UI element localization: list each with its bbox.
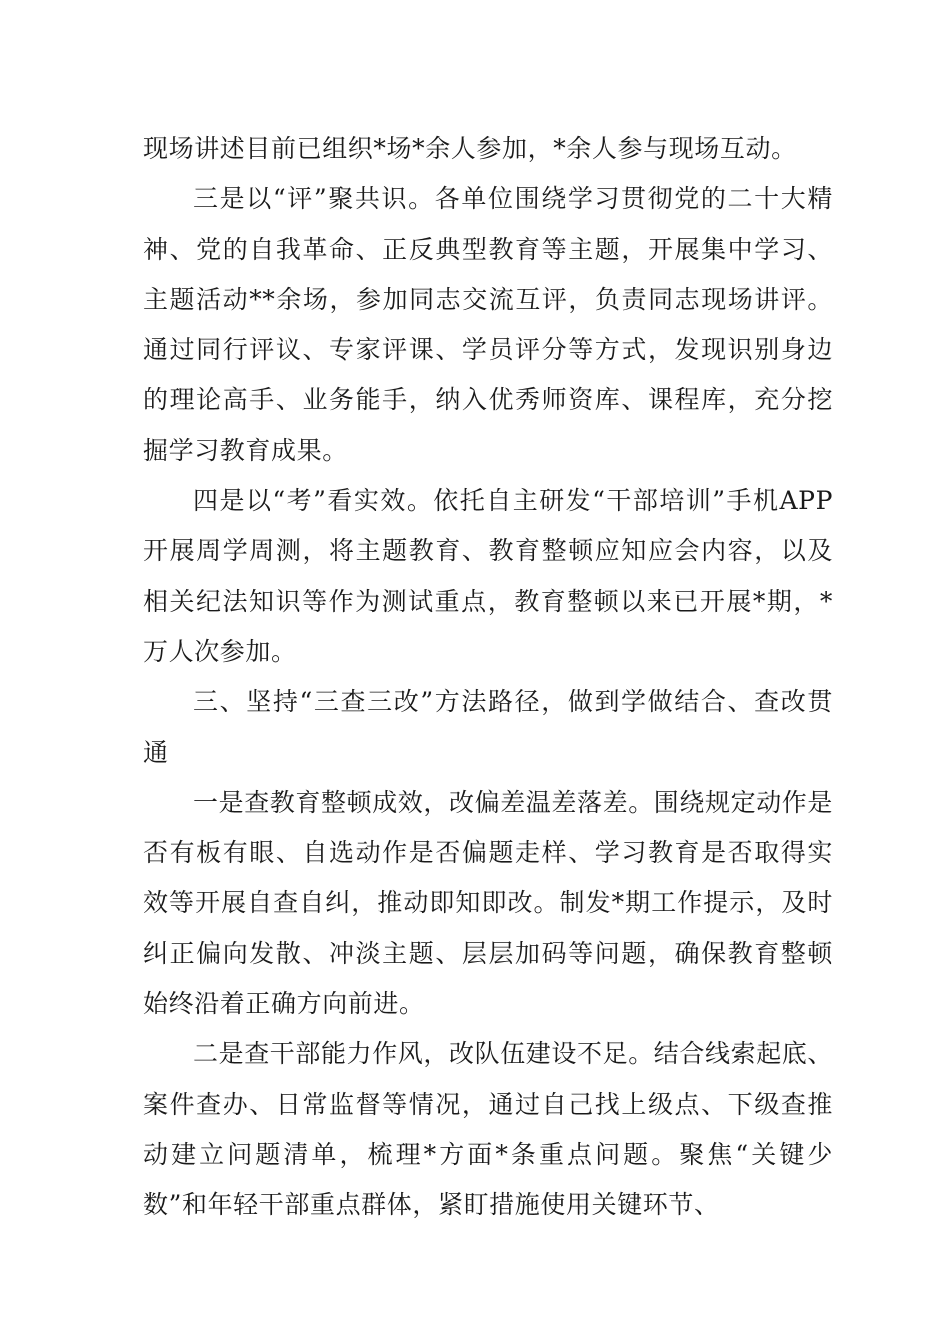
paragraph-continuation: 现场讲述目前已组织*场*余人参加，*余人参与现场互动。: [143, 134, 797, 163]
section-heading-three: 三、坚持“三查三改”方法路径，做到学做结合、查改贯通: [143, 687, 833, 767]
paragraph-examine: 四是以“考”看实效。依托自主研发“干部培训”手机APP开展周学周测，将主题教育、教育整顿应知应会内容，以及相关纪法知识等作为测试重点，教育整顿以来已开展*期，*万人次参加。: [143, 486, 833, 666]
document-body: [143, 124, 833, 1231]
paragraph-evaluate: 三是以“评”聚共识。各单位围绕学习贯彻党的二十大精神、党的自我革命、正反典型教育等主题，开展集中学习、主题活动**余场，参加同志交流互评，负责同志现场讲评。通过同行评议、专家评课、学员评分等方式，发现识别身边的理论高手、业务能手，纳入优秀师资库、课程库，充分挖掘学习教育成果。: [143, 184, 833, 465]
paragraph-check-effectiveness: 一是查教育整顿成效，改偏差温差落差。围绕规定动作是否有板有眼、自选动作是否偏题走样、学习教育是否取得实效等开展自查自纠，推动即知即改。制发*期工作提示，及时纠正偏向发散、冲淡主题、层层加码等问题，确保教育整顿始终沿着正确方向前进。: [143, 787, 834, 1019]
paragraph-check-cadre: 二是查干部能力作风，改队伍建设不足。结合线索起底、案件查办、日常监督等情况，通过自己找上级点、下级查推动建立问题清单，梳理*方面*条重点问题。聚焦“关键少数”和年轻干部重点群体，紧盯措施使用关键环节、: [143, 1039, 834, 1220]
